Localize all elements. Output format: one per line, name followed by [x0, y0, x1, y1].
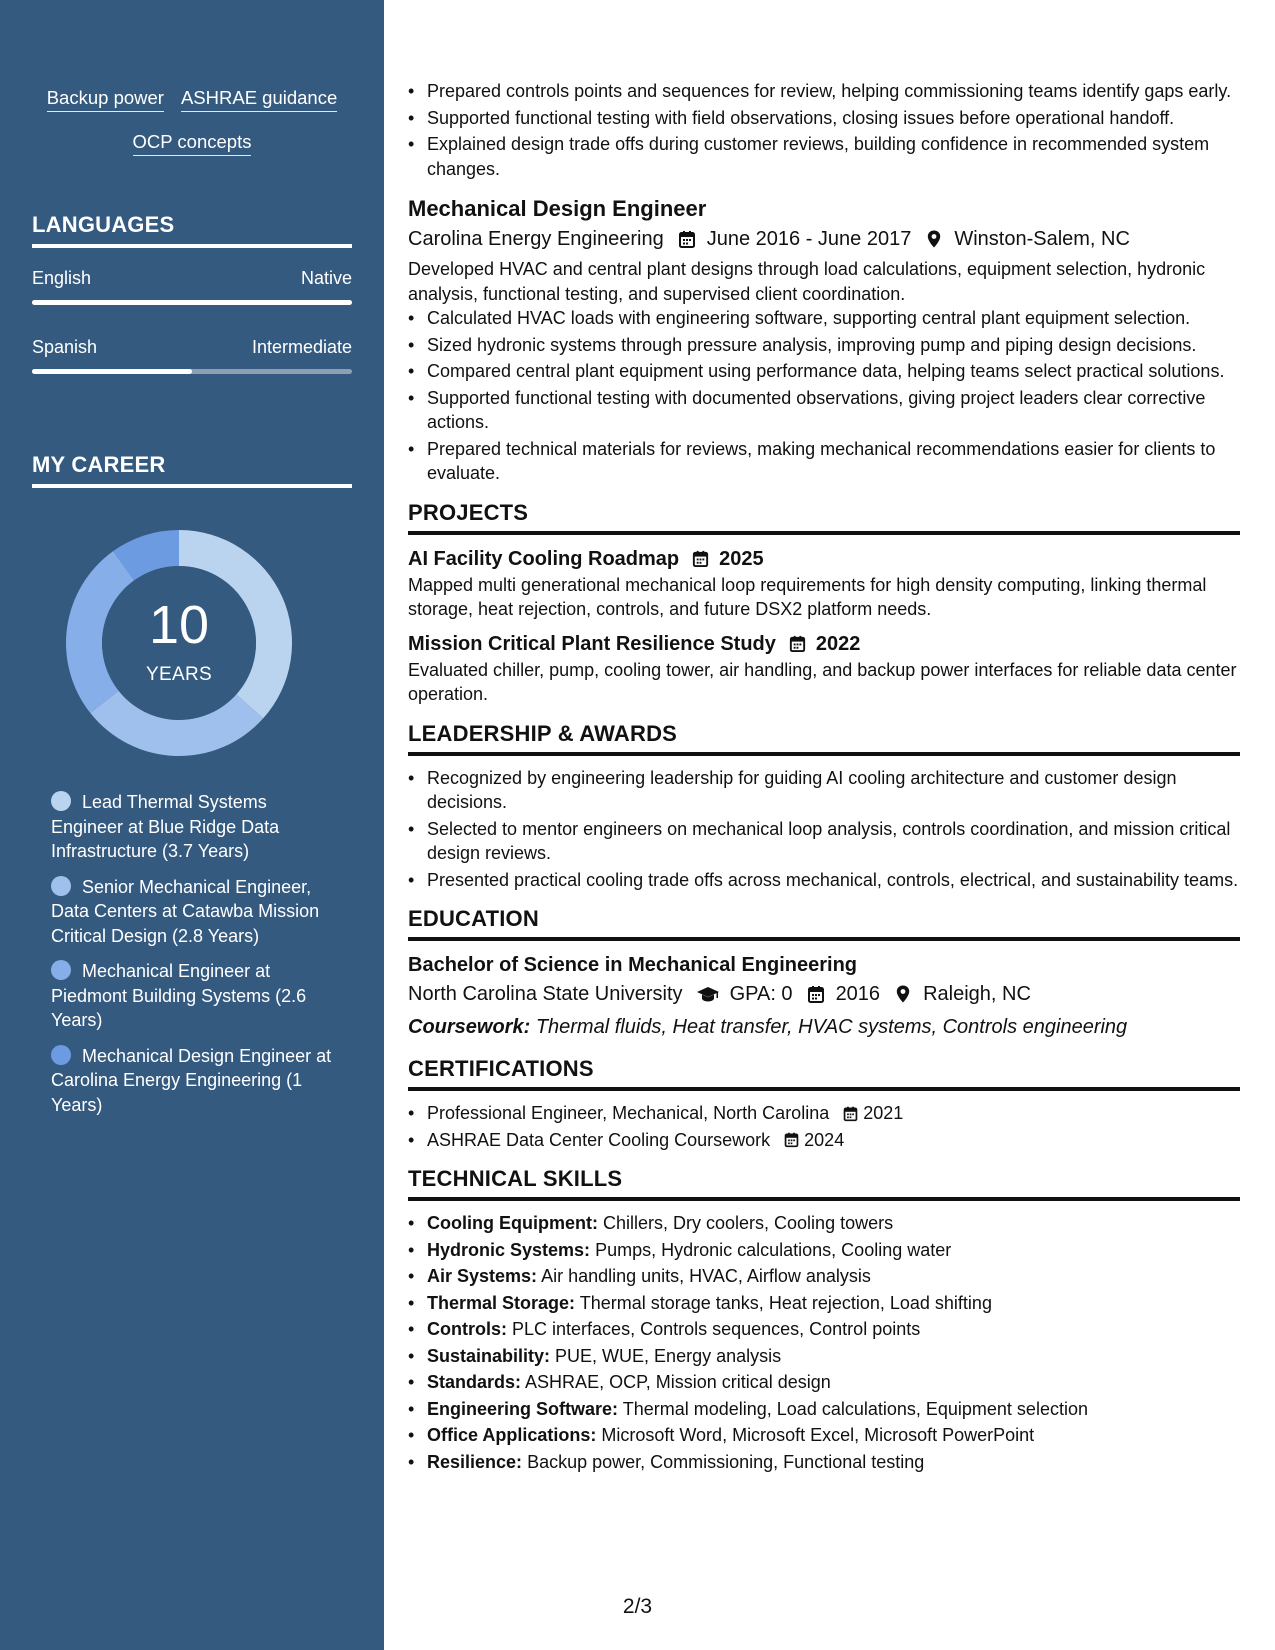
career-dot: [51, 876, 71, 896]
project-description: Evaluated chiller, pump, cooling tower, air handling, and backup power interfaces for reliable data center operation.: [408, 659, 1237, 704]
skill-item: [408, 1211, 1240, 1236]
calendar-icon: [788, 634, 807, 653]
project-year: 2022: [815, 632, 861, 655]
certification-name: • Professional Engineer, Mechanical, North Carolina: [427, 1103, 830, 1123]
career-total-years: 10: [148, 595, 210, 655]
project-title: AI Facility Cooling Roadmap: [408, 547, 680, 570]
career-dot: [51, 960, 71, 980]
certification-year: 2021: [863, 1103, 904, 1123]
previous-job-bullets: [408, 79, 1240, 181]
skill-label: Air Systems:: [427, 1266, 538, 1286]
certification-year: 2024: [804, 1129, 845, 1150]
graduation-cap-icon: [696, 984, 720, 1004]
calendar-icon: [806, 984, 826, 1004]
education-gpa: GPA: 0: [729, 983, 793, 1005]
bullet-item: • Calculated HVAC loads with engineering software, supporting central plant equipment selection.: [408, 306, 1240, 331]
tag: ASHRAE guidance: [181, 86, 337, 112]
language-bar-fill: [32, 369, 192, 374]
tag-cloud: [32, 86, 352, 174]
skill-item: [408, 1317, 1240, 1342]
coursework-label: Coursework:: [408, 1016, 531, 1038]
career-item: [51, 875, 333, 949]
languages-heading: LANGUAGES: [32, 212, 352, 248]
career-item: [51, 790, 333, 864]
skill-item: [408, 1370, 1240, 1395]
language-name: Spanish: [32, 337, 98, 357]
skill-value: ASHRAE, OCP, Mission critical design: [525, 1372, 831, 1392]
career-dot: [51, 1045, 71, 1065]
career-total-years-label: YEARS: [146, 664, 212, 685]
language-level: Intermediate: [251, 337, 352, 357]
calendar-icon: [842, 1105, 859, 1122]
skill-value: Backup power, Commissioning, Functional testing: [527, 1451, 925, 1472]
skill-label: Thermal Storage:: [427, 1292, 576, 1313]
skill-label: Office Applications:: [427, 1425, 597, 1445]
project-year: 2025: [719, 547, 764, 570]
education-school: North Carolina State University: [408, 983, 683, 1005]
education-coursework: [408, 1012, 1240, 1042]
bullet-item: • Selected to mentor engineers on mechanical loop analysis, controls coordination, and mission critical design reviews.: [408, 817, 1240, 866]
skills-heading: TECHNICAL SKILLS: [408, 1165, 1240, 1201]
language-bar-english: [32, 300, 352, 305]
bullet-item: • Explained design trade offs during customer reviews, building confidence in recommended system changes.: [408, 132, 1240, 181]
job-location: Winston-Salem, NC: [954, 228, 1130, 250]
bullet-item: • Supported functional testing with field observations, closing issues before operational handoff.: [408, 106, 1240, 131]
job-meta: [408, 224, 1240, 254]
job-company: Carolina Energy Engineering: [408, 228, 664, 250]
skill-value: Thermal modeling, Load calculations, Equipment selection: [622, 1398, 1088, 1419]
project-title: Mission Critical Plant Resilience Study: [408, 632, 776, 655]
skill-item: [408, 1423, 1240, 1448]
education-heading: EDUCATION: [408, 905, 1240, 941]
skill-label: Engineering Software:: [427, 1398, 619, 1419]
skill-value: Air handling units, HVAC, Airflow analysis: [541, 1266, 871, 1286]
certification-item: [408, 1101, 1240, 1126]
education-meta: [408, 979, 1240, 1009]
certifications-list: [408, 1101, 1240, 1152]
skill-label: Cooling Equipment:: [427, 1213, 598, 1233]
language-name: English: [32, 268, 92, 288]
skill-value: Thermal storage tanks, Heat rejection, Load shifting: [579, 1292, 992, 1313]
bullet-item: • Presented practical cooling trade offs across mechanical, controls, electrical, and sustainability teams.: [408, 868, 1240, 893]
skill-item: [408, 1291, 1240, 1316]
location-pin-icon: [924, 229, 944, 249]
career-list: [51, 790, 333, 1128]
skill-value: Microsoft Word, Microsoft Excel, Microsoft PowerPoint: [601, 1425, 1035, 1445]
tag: Backup power: [47, 86, 164, 112]
certification-name: • ASHRAE Data Center Cooling Coursework: [427, 1129, 771, 1150]
tag-row: [32, 86, 352, 112]
projects-heading: PROJECTS: [408, 499, 1240, 535]
career-item: [51, 959, 333, 1033]
skill-item: [408, 1344, 1240, 1369]
career-item-text: Mechanical Engineer at Piedmont Building Systems (2.6 Years): [51, 961, 307, 1030]
calendar-icon: [783, 1131, 800, 1148]
job-bullets: [408, 306, 1240, 486]
calendar-icon: [677, 229, 697, 249]
location-pin-icon: [893, 984, 913, 1004]
language-bar-fill: [32, 300, 352, 305]
skill-label: Standards:: [427, 1372, 522, 1392]
project-title-row: [408, 630, 1240, 658]
job-summary: Developed HVAC and central plant designs through load calculations, equipment selection, hydronic analysis, functional testing, and supervised client coordination.: [408, 259, 1206, 304]
main-content: [408, 79, 1240, 1476]
job-dates: June 2016 - June 2017: [706, 228, 912, 250]
career-item-text: Senior Mechanical Engineer, Data Centers at Catawba Mission Critical Design (2.8 Years): [51, 876, 320, 946]
language-row-spanish: [32, 337, 352, 358]
skill-label: Controls:: [427, 1319, 507, 1339]
skill-item: [408, 1238, 1240, 1263]
leadership-bullets: [408, 766, 1240, 893]
career-dot: [51, 791, 71, 811]
bullet-item: • Sized hydronic systems through pressure analysis, improving pump and piping design decisions.: [408, 333, 1240, 358]
education-degree: Bachelor of Science in Mechanical Engineering: [408, 954, 858, 976]
bullet-item: • Recognized by engineering leadership for guiding AI cooling architecture and customer design decisions.: [408, 766, 1240, 815]
language-bar-spanish: [32, 369, 352, 374]
skill-value: Pumps, Hydronic calculations, Cooling water: [595, 1239, 952, 1260]
skill-label: Resilience:: [427, 1451, 523, 1472]
skill-item: [408, 1450, 1240, 1475]
tag-row: [32, 130, 352, 156]
certification-item: [408, 1128, 1240, 1153]
education-year: 2016: [835, 983, 881, 1005]
career-item-text: Mechanical Design Engineer at Carolina Energy Engineering (1 Years): [51, 1045, 332, 1115]
bullet-item: • Prepared controls points and sequences for review, helping commissioning teams identify gaps early.: [408, 79, 1240, 104]
skill-value: PLC interfaces, Controls sequences, Control points: [512, 1319, 921, 1339]
language-level: Native: [300, 268, 352, 288]
skills-list: [408, 1211, 1240, 1474]
coursework-text: Thermal fluids, Heat transfer, HVAC systems, Controls engineering: [535, 1016, 1128, 1038]
project-title-row: [408, 545, 1240, 573]
bullet-item: • Prepared technical materials for reviews, making mechanical recommendations easier for clients to evaluate.: [408, 437, 1240, 486]
skill-item: [408, 1264, 1240, 1289]
calendar-icon: [691, 549, 710, 568]
tag: OCP concepts: [133, 130, 252, 156]
certifications-heading: CERTIFICATIONS: [408, 1055, 1240, 1091]
language-row-english: [32, 268, 352, 289]
career-item: [51, 1044, 333, 1118]
career-heading: MY CAREER: [32, 452, 352, 488]
project-description: Mapped multi generational mechanical loop requirements for high density computing, linking thermal storage, heat rejection, controls, and future DSX2 platform needs.: [408, 574, 1207, 619]
sidebar: [0, 0, 384, 1650]
skill-label: Hydronic Systems:: [427, 1239, 591, 1260]
skill-label: Sustainability:: [427, 1345, 551, 1366]
page-number: 2/3: [622, 1595, 653, 1618]
job-title: Mechanical Design Engineer: [408, 196, 707, 221]
skill-value: PUE, WUE, Energy analysis: [555, 1345, 782, 1366]
skill-value: Chillers, Dry coolers, Cooling towers: [603, 1213, 894, 1233]
education-location: Raleigh, NC: [923, 983, 1031, 1005]
leadership-heading: LEADERSHIP & AWARDS: [408, 720, 1240, 756]
career-item-text: Lead Thermal Systems Engineer at Blue Ridge Data Infrastructure (3.7 Years): [51, 792, 280, 861]
bullet-item: • Supported functional testing with documented observations, giving project leaders clear corrective actions.: [408, 386, 1240, 435]
skill-item: [408, 1397, 1240, 1422]
bullet-item: • Compared central plant equipment using performance data, helping teams select practical solutions.: [408, 359, 1240, 384]
